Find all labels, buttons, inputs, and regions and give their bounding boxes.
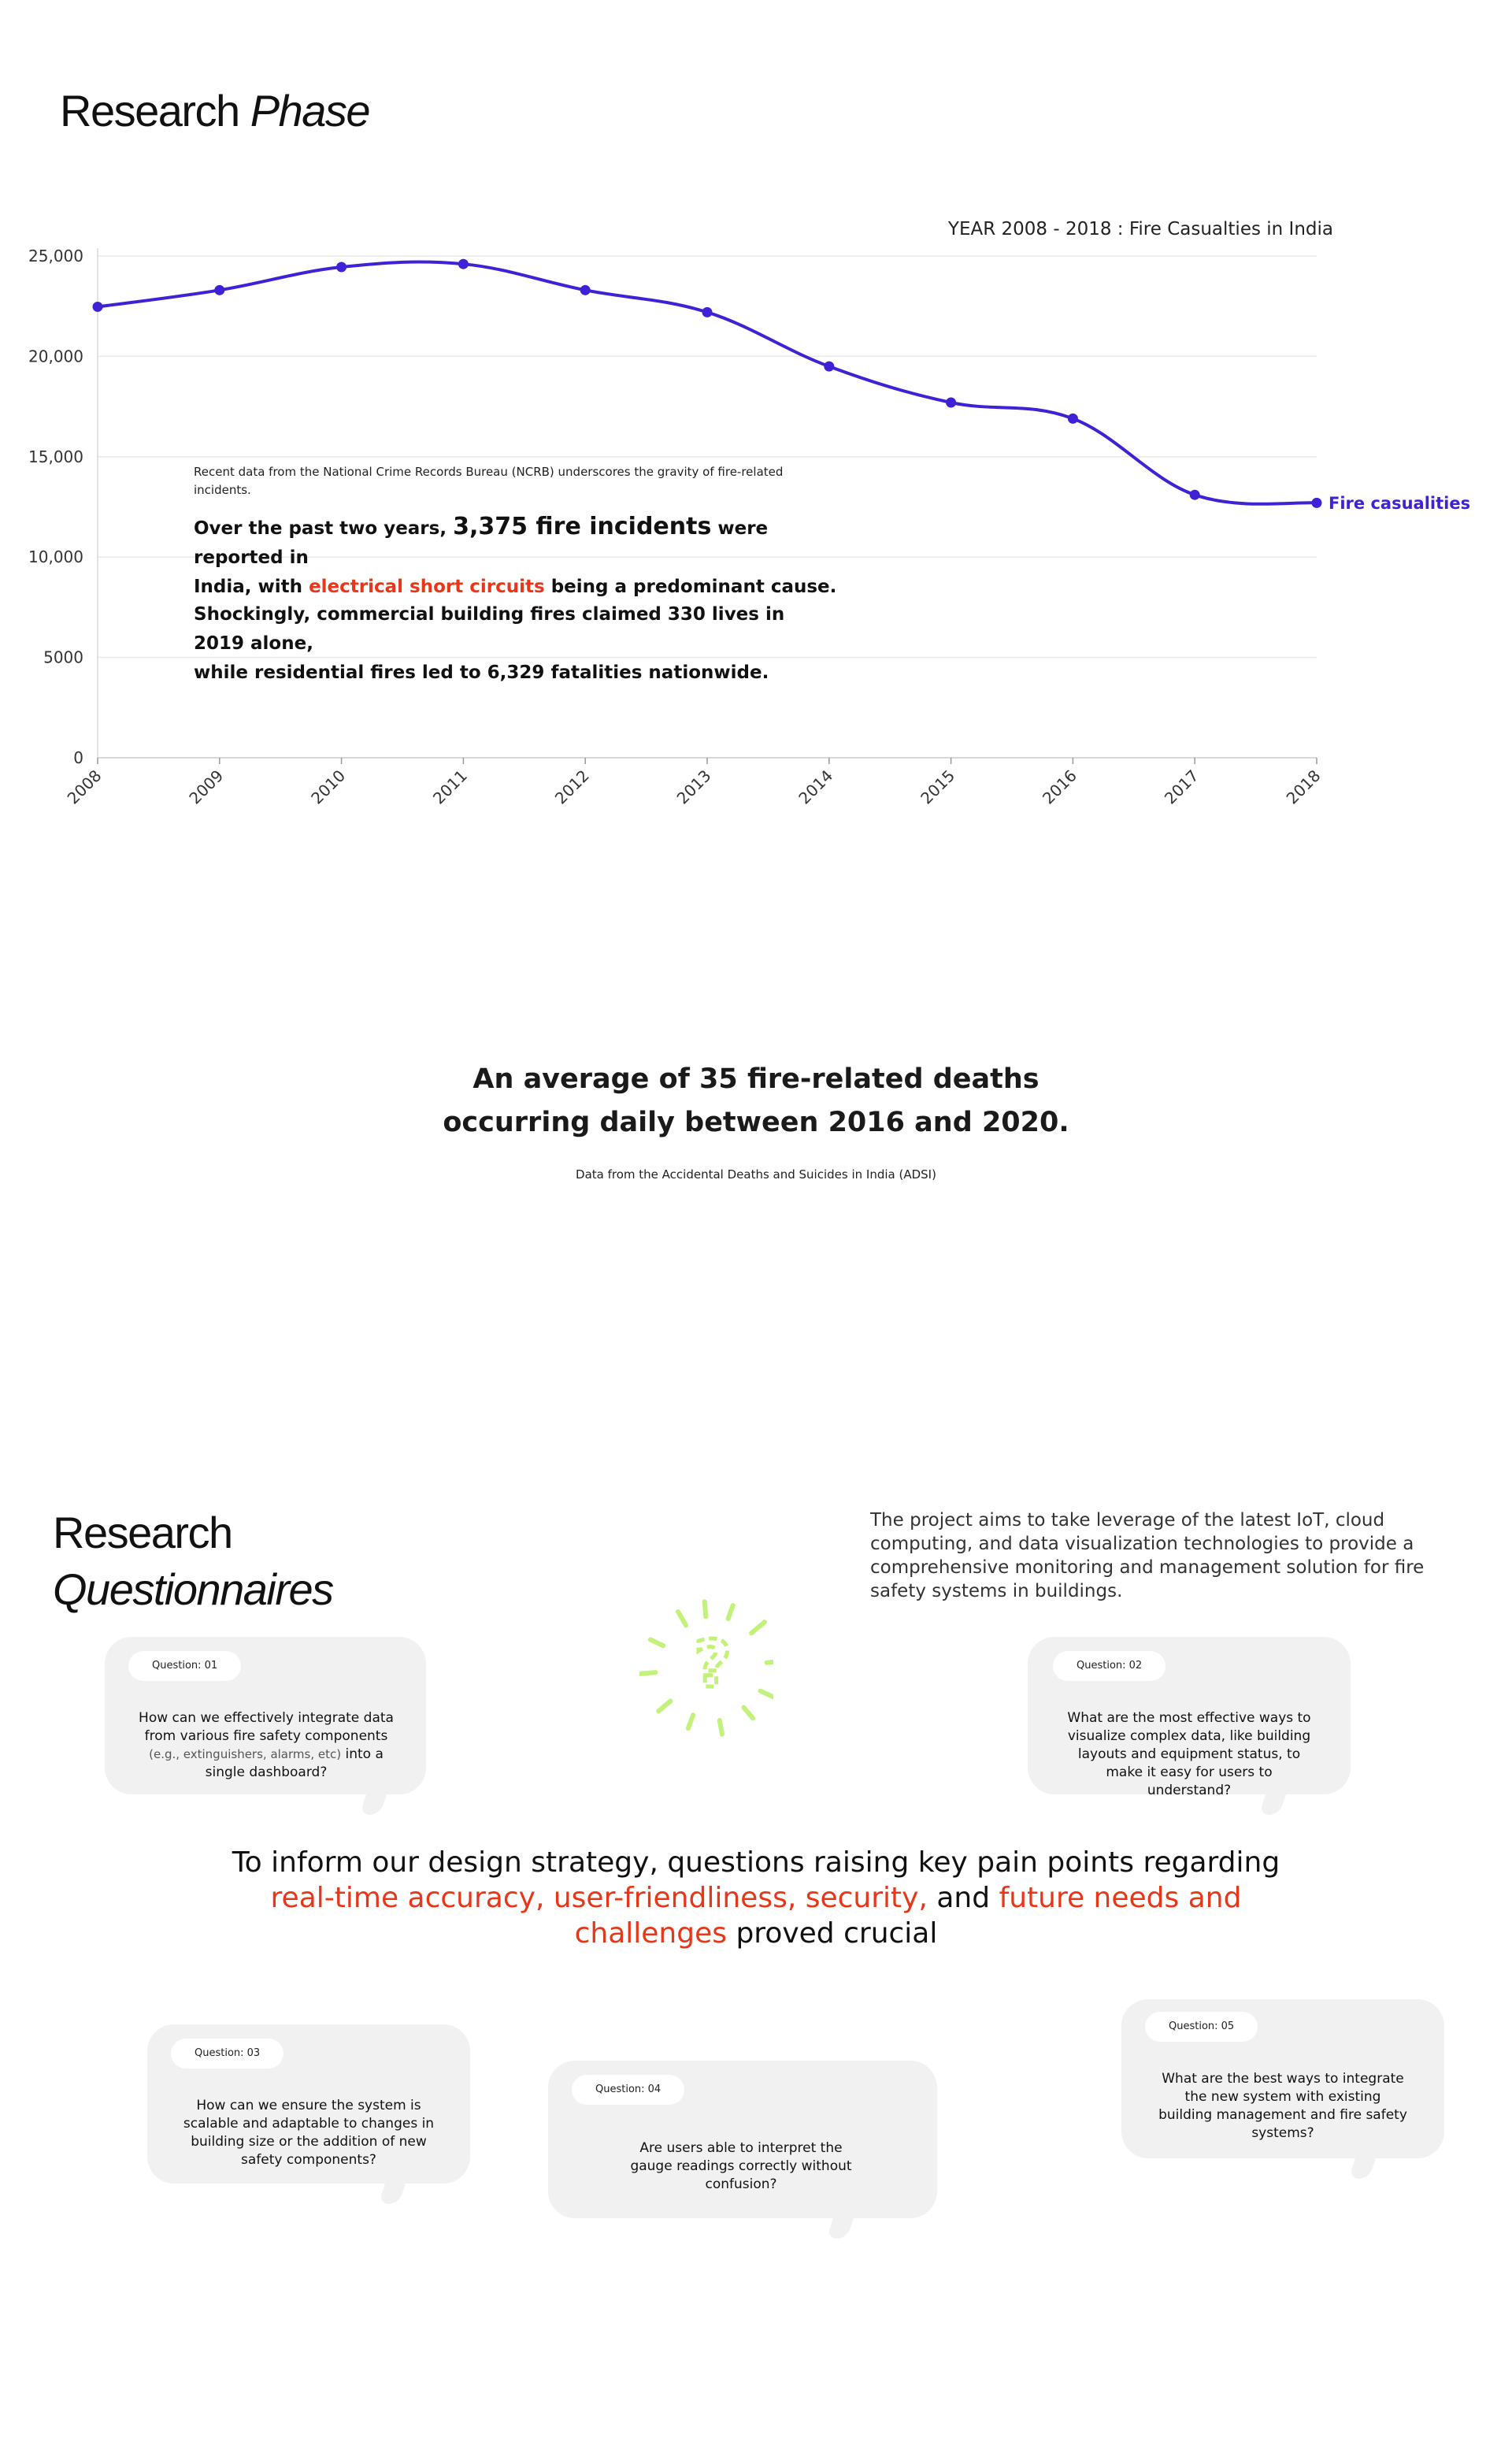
data-point (702, 307, 713, 317)
data-point (214, 285, 224, 295)
title-word-research: Research (60, 86, 239, 135)
burst-ray (678, 1612, 686, 1625)
annot-line1-post: were reported in (194, 518, 769, 568)
q1-text-muted: (e.g., extinguishers, alarms, etc) (149, 1747, 342, 1761)
question-text-04: Are users able to interpret the gauge readings correctly without confusion? (630, 2140, 852, 2192)
data-point (458, 259, 469, 269)
q1-text-post: into a single dashboard? (205, 1746, 384, 1780)
strategy-line-3-post: proved crucial (727, 1917, 938, 1950)
x-tick-label: 2013 (673, 766, 715, 808)
burst-ray (639, 1672, 655, 1674)
data-point (946, 398, 956, 408)
research-questionnaires-title (53, 1505, 333, 1618)
annot-para2-line1: Shockingly, commercial building fires claimed 330 lives in 2019 alone, (194, 604, 785, 654)
research-phase-title (60, 85, 369, 136)
ncrb-source-note: Recent data from the National Crime Records Bureau (NCRB) underscores the gravity of fire-related incidents. (194, 465, 784, 497)
bubble-tail (379, 2173, 410, 2204)
question-card-01 (105, 1637, 426, 1794)
daily-deaths-stat (0, 1058, 1512, 1145)
y-tick-label: 20,000 (28, 347, 83, 366)
quest-title-questionnaires: Questionnaires (53, 1564, 333, 1614)
y-tick-label: 0 (73, 748, 83, 767)
question-card-03 (147, 2024, 470, 2184)
burst-ray (760, 1691, 773, 1698)
question-card-02 (1028, 1637, 1351, 1798)
strategy-future-needs: future needs and (999, 1882, 1242, 1914)
y-tick-label: 5000 (43, 648, 83, 667)
burst-ray (767, 1661, 773, 1663)
data-point (93, 302, 103, 312)
question-label-03: Question: 03 (171, 2039, 284, 2069)
design-strategy-statement (0, 1845, 1512, 1951)
x-axis-ticks (64, 758, 1325, 808)
data-point (1068, 414, 1078, 424)
title-word-phase: Phase (250, 86, 370, 135)
annot-incidents-highlight: 3,375 fire incidents (453, 513, 712, 540)
question-text-05: What are the best ways to integrate the new system with existing building management and fire safety systems? (1158, 2071, 1407, 2141)
strategy-pain-points: real-time accuracy, user-friendliness, security, (270, 1882, 928, 1914)
x-tick-label: 2018 (1282, 766, 1325, 808)
annot-line2-pre: India, with (194, 577, 309, 597)
y-tick-label: 25,000 (28, 247, 83, 265)
annot-para2-line2: while residential fires led to 6,329 fatalities nationwide. (194, 662, 769, 683)
annotation-paragraph-1 (194, 512, 839, 602)
question-text-03: How can we ensure the system is scalable and adaptable to changes in building size or the addition of new safety components? (183, 2098, 435, 2168)
x-tick-label: 2010 (307, 766, 350, 808)
burst-ray (728, 1605, 733, 1619)
x-tick-label: 2016 (1038, 766, 1080, 808)
y-tick-label: 10,000 (28, 547, 83, 567)
burst-ray (658, 1701, 670, 1711)
stat-line-1: An average of 35 fire-related deaths (472, 1063, 1040, 1095)
adsi-source-note: Data from the Accidental Deaths and Suicides in India (ADSI) (576, 1167, 936, 1182)
question-card-04 (548, 2061, 937, 2218)
strategy-and: and (927, 1882, 999, 1914)
x-tick-label: 2014 (795, 766, 837, 808)
burst-ray (720, 1720, 722, 1735)
strategy-line-1: To inform our design strategy, questions raising key pain points regarding (232, 1846, 1280, 1879)
x-tick-label: 2009 (185, 766, 228, 808)
x-tick-label: 2012 (550, 766, 593, 808)
annot-short-circuits-highlight: electrical short circuits (309, 577, 545, 597)
x-tick-label: 2011 (428, 766, 471, 808)
data-point (580, 285, 591, 295)
quest-title-research: Research (53, 1508, 232, 1557)
series-legend-label: Fire casualities (1329, 494, 1471, 513)
burst-ray (751, 1622, 765, 1633)
bubble-tail (827, 2207, 858, 2239)
x-tick-label: 2008 (63, 766, 106, 808)
x-tick-label: 2017 (1160, 766, 1203, 808)
annot-line2-post: being a predominant cause. (544, 577, 837, 597)
question-text-02: What are the most effective ways to visualize complex data, like building layouts and equipment status, to make it easy for users to understand? (1067, 1710, 1311, 1798)
svg-text:?: ? (694, 1627, 732, 1702)
chart-title: YEAR 2008 - 2018 : Fire Casualties in India (947, 219, 1333, 239)
question-burst-icon (639, 1595, 773, 1737)
data-point (824, 362, 834, 372)
burst-ray (743, 1708, 753, 1719)
bubble-tail (1349, 2147, 1380, 2179)
annotation-paragraph-2 (194, 600, 839, 688)
burst-ray (705, 1601, 706, 1616)
bubble-tail (360, 1783, 391, 1815)
data-point (1312, 498, 1322, 508)
project-description: The project aims to take leverage of the latest IoT, cloud computing, and data visualization technologies to provide a comprehensive monitoring and management solution for fire safety systems in buildings. (870, 1510, 1425, 1601)
burst-ray (650, 1640, 663, 1646)
question-text-01 (136, 1709, 396, 1782)
x-tick-label: 2015 (917, 766, 959, 808)
question-label-01: Question: 01 (128, 1651, 241, 1681)
question-card-05 (1121, 1999, 1444, 2158)
annot-line1-pre: Over the past two years, (194, 518, 454, 539)
stat-line-2: occurring daily between 2016 and 2020. (443, 1107, 1069, 1138)
q1-text-pre: How can we effectively integrate data from various fire safety components (139, 1710, 394, 1744)
question-label-04: Question: 04 (572, 2075, 684, 2105)
burst-ray (688, 1715, 693, 1728)
data-point (336, 262, 346, 273)
question-label-05: Question: 05 (1145, 2012, 1258, 2042)
y-axis-ticks (28, 247, 83, 767)
strategy-challenges: challenges (574, 1917, 728, 1950)
question-label-02: Question: 02 (1053, 1651, 1166, 1681)
y-tick-label: 15,000 (28, 447, 83, 466)
data-point (1190, 490, 1200, 500)
